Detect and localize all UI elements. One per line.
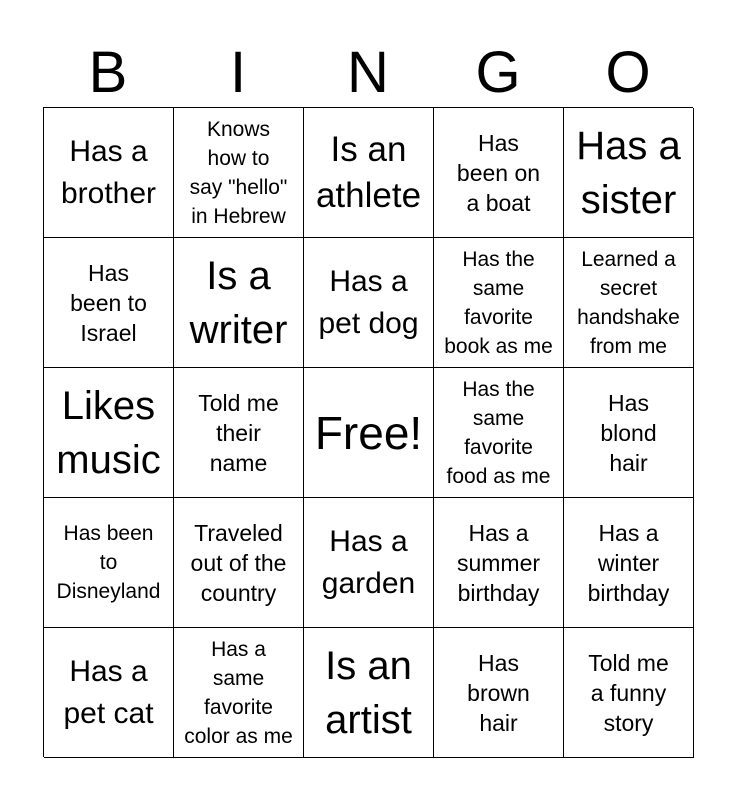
bingo-cell[interactable]	[174, 498, 304, 628]
cell-text: Has a pet dog	[318, 264, 419, 340]
bingo-cell[interactable]	[304, 108, 434, 238]
bingo-board	[43, 107, 693, 757]
cell-text: Likes music	[56, 383, 161, 482]
bingo-header	[43, 40, 693, 106]
bingo-cell[interactable]	[44, 108, 174, 238]
cell-text: Knows how to say "hello" in Hebrew	[189, 117, 288, 228]
cell-text: Has been to Disneyland	[56, 522, 161, 603]
cell-text: Has a summer birthday	[456, 519, 541, 606]
bingo-cell[interactable]	[564, 498, 694, 628]
cell-text: Has a winter birthday	[587, 519, 670, 606]
header-letter-b: B	[88, 40, 128, 105]
bingo-cell[interactable]	[434, 628, 564, 758]
bingo-cell[interactable]	[304, 498, 434, 628]
header-letter-i: I	[229, 40, 247, 105]
bingo-cell[interactable]	[564, 628, 694, 758]
bingo-cell[interactable]	[44, 368, 174, 498]
cell-text: Has a pet cat	[63, 654, 154, 730]
cell-text: Is a writer	[189, 253, 288, 352]
cell-text: Learned a secret handshake from me	[577, 247, 680, 358]
bingo-cell[interactable]	[434, 238, 564, 368]
cell-text: Has a sister	[576, 123, 681, 222]
bingo-cell[interactable]	[304, 238, 434, 368]
bingo-cell[interactable]	[564, 238, 694, 368]
bingo-cell[interactable]	[304, 628, 434, 758]
bingo-cell[interactable]	[44, 628, 174, 758]
cell-text: Has a garden	[321, 524, 416, 600]
cell-text: Has a brother	[60, 134, 157, 210]
header-letter-g: G	[475, 40, 521, 105]
bingo-cell[interactable]	[174, 238, 304, 368]
cell-text: Is an artist	[325, 643, 412, 742]
bingo-cell[interactable]	[304, 368, 434, 498]
bingo-cell[interactable]	[434, 498, 564, 628]
cell-text: Told me their name	[198, 389, 279, 476]
cell-text: Has been to Israel	[70, 259, 147, 346]
bingo-cell[interactable]	[174, 108, 304, 238]
bingo-cell[interactable]	[434, 108, 564, 238]
cell-text: Told me a funny story	[588, 649, 669, 736]
free-space-text: Free!	[314, 406, 423, 459]
header-letter-o: O	[605, 40, 651, 105]
bingo-cell[interactable]	[174, 368, 304, 498]
header-letter-n: N	[347, 40, 389, 105]
cell-text: Has the same favorite food as me	[446, 377, 551, 488]
bingo-cell[interactable]	[564, 368, 694, 498]
bingo-cell[interactable]	[174, 628, 304, 758]
bingo-cell[interactable]	[44, 238, 174, 368]
cell-text: Has a same favorite color as me	[184, 637, 293, 748]
cell-text: Has brown hair	[467, 649, 530, 736]
cell-text: Has been on a boat	[456, 129, 541, 216]
cell-text: Has blond hair	[600, 389, 657, 476]
cell-text: Traveled out of the country	[190, 519, 287, 606]
cell-text: Is an athlete	[315, 129, 422, 215]
bingo-cell[interactable]	[434, 368, 564, 498]
bingo-cell[interactable]	[44, 498, 174, 628]
bingo-cell[interactable]	[564, 108, 694, 238]
cell-text: Has the same favorite book as me	[444, 247, 553, 358]
